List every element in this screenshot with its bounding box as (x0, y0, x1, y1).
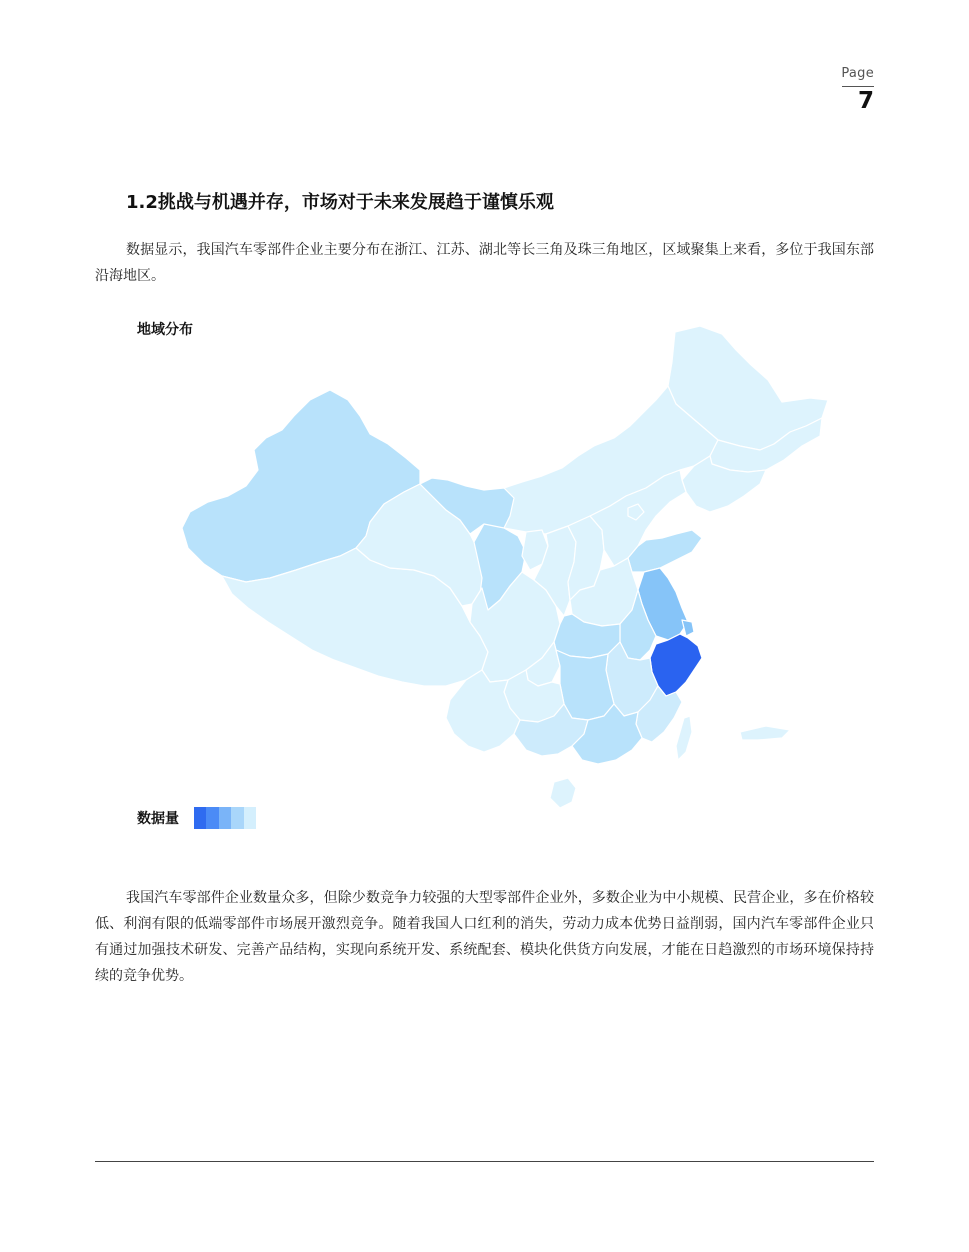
region-taiwan (676, 716, 692, 760)
page-rule (842, 86, 874, 87)
intro-paragraph: 数据显示，我国汽车零部件企业主要分布在浙江、江苏、湖北等长三角及珠三角地区，区域聚集上来看，多位于我国东部沿海地区。 (95, 242, 874, 284)
legend-swatch (244, 807, 256, 829)
footer-rule (95, 1161, 874, 1162)
map-title: 地域分布 (137, 322, 193, 338)
legend-label: 数据量 (137, 811, 179, 827)
body-paragraph: 我国汽车零部件企业数量众多，但除少数竞争力较强的大型零部件企业外，多数企业为中小规模、民营企业，多在价格较低、利润有限的低端零部件市场展开激烈竞争。随着我国人口红利的消失，劳动力成本优势日益削弱，国内汽车零部件企业只有通过加强技术研发、完善产品结构，实现向系统开发、系统配套、模块化供货方向发展，才能在日趋激烈的市场环境保持持续的竞争优势。 (95, 890, 874, 984)
legend-swatch (219, 807, 231, 829)
region-hainan (550, 778, 576, 808)
china-map (170, 320, 850, 830)
legend-swatch (194, 807, 206, 829)
region-islands (740, 726, 790, 740)
legend-swatch (231, 807, 243, 829)
region-shanghai (682, 620, 694, 636)
china-map-svg (170, 320, 850, 830)
page-label: Page (841, 66, 874, 81)
page-number: 7 (857, 88, 874, 114)
legend-bar (194, 807, 256, 829)
legend-swatch (206, 807, 218, 829)
section-title: 1.2挑战与机遇并存，市场对于未来发展趋于谨慎乐观 (126, 192, 554, 213)
